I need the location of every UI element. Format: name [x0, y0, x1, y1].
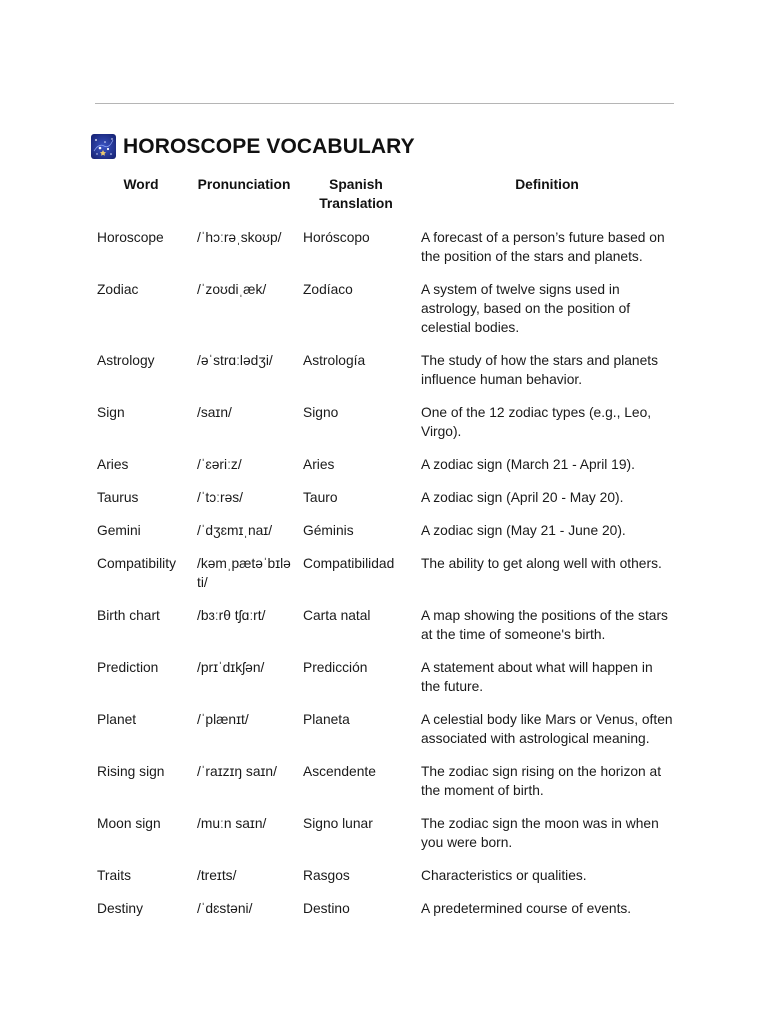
cell-spanish: Géminis	[303, 523, 354, 538]
cell-pronunciation: /ˈzoʊdiˌæk/	[197, 282, 267, 297]
cell-pronunciation: /kəmˌpætəˈbɪləti/	[197, 556, 291, 590]
cell-word: Taurus	[97, 490, 139, 505]
cell-word: Compatibility	[97, 556, 176, 571]
cell-word: Birth chart	[97, 608, 160, 623]
cell-pronunciation: /saɪn/	[197, 405, 232, 420]
cell-definition: The ability to get along well with others.	[421, 556, 662, 571]
cell-pronunciation: /ˈɛəriːz/	[197, 457, 242, 472]
table-header-row	[91, 171, 679, 224]
cell-definition: Characteristics or qualities.	[421, 868, 587, 883]
header-word: Word	[123, 177, 159, 192]
table-row	[91, 758, 679, 810]
cell-word: Sign	[97, 405, 125, 420]
cell-spanish: Carta natal	[303, 608, 371, 623]
cell-word: Rising sign	[97, 764, 165, 779]
cell-definition: A zodiac sign (May 21 - June 20).	[421, 523, 626, 538]
cell-word: Horoscope	[97, 230, 164, 245]
vocabulary-table	[91, 171, 679, 928]
cell-word: Aries	[97, 457, 129, 472]
cell-definition: A forecast of a person’s future based on the position of the stars and planets.	[421, 230, 665, 264]
header-pronunciation: Pronunciation	[197, 177, 291, 192]
cell-word: Planet	[97, 712, 137, 727]
cell-spanish: Rasgos	[303, 868, 350, 883]
cell-pronunciation: /ˈraɪzɪŋ saɪn/	[197, 764, 277, 779]
cell-spanish: Zodíaco	[303, 282, 353, 297]
cell-spanish: Compatibilidad	[303, 556, 395, 571]
cell-pronunciation: /ˈdɛstəni/	[197, 901, 253, 916]
cell-definition: A celestial body like Mars or Venus, often associated with astrological meaning.	[421, 712, 673, 746]
cell-definition: A zodiac sign (April 20 - May 20).	[421, 490, 624, 505]
table-row	[91, 550, 679, 602]
table-row	[91, 451, 679, 484]
cell-definition: The zodiac sign rising on the horizon at the moment of birth.	[421, 764, 662, 798]
table-row	[91, 862, 679, 895]
table-row	[91, 517, 679, 550]
cell-definition: The zodiac sign the moon was in when you were born.	[421, 816, 659, 850]
table-row	[91, 602, 679, 654]
cell-definition: A map showing the positions of the stars at the time of someone's birth.	[421, 608, 668, 642]
cell-spanish: Ascendente	[303, 764, 376, 779]
table-row	[91, 895, 679, 928]
cell-spanish: Aries	[303, 457, 335, 472]
cell-spanish: Destino	[303, 901, 350, 916]
cell-definition: A predetermined course of events.	[421, 901, 632, 916]
cell-spanish: Tauro	[303, 490, 338, 505]
table-row	[91, 706, 679, 758]
cell-pronunciation: /ˈhɔːrəˌskoʊp/	[197, 230, 282, 245]
table-row	[91, 484, 679, 517]
cell-spanish: Planeta	[303, 712, 350, 727]
cell-pronunciation: /əˈstrɑːlədʒi/	[197, 353, 273, 368]
header-spanish-translation: Spanish Translation	[319, 177, 393, 211]
cell-word: Gemini	[97, 523, 141, 538]
cell-spanish: Signo	[303, 405, 339, 420]
cell-pronunciation: /treɪts/	[197, 868, 237, 883]
cell-definition: A statement about what will happen in the future.	[421, 660, 653, 694]
cell-pronunciation: /prɪˈdɪkʃən/	[197, 660, 265, 675]
table-row	[91, 276, 679, 347]
cell-definition: A zodiac sign (March 21 - April 19).	[421, 457, 635, 472]
cell-definition: A system of twelve signs used in astrology, based on the position of celestial bodies.	[421, 282, 631, 335]
cell-word: Zodiac	[97, 282, 139, 297]
table-row	[91, 810, 679, 862]
cell-spanish: Predicción	[303, 660, 368, 675]
table-row	[91, 654, 679, 706]
table-row	[91, 224, 679, 276]
page-heading	[91, 134, 415, 159]
cell-pronunciation: /ˈdʒɛmɪˌnaɪ/	[197, 523, 273, 538]
cell-word: Traits	[97, 868, 131, 883]
cell-definition: One of the 12 zodiac types (e.g., Leo, Virgo).	[421, 405, 652, 439]
cell-spanish: Signo lunar	[303, 816, 373, 831]
cell-word: Astrology	[97, 353, 155, 368]
table-row	[91, 347, 679, 399]
cell-word: Destiny	[97, 901, 144, 916]
table-row	[91, 399, 679, 451]
cell-pronunciation: /ˈplænɪt/	[197, 712, 249, 727]
cell-definition: The study of how the stars and planets influence human behavior.	[421, 353, 658, 387]
cell-word: Prediction	[97, 660, 159, 675]
top-divider	[95, 103, 674, 104]
zodiac-stars-icon	[91, 134, 116, 159]
cell-pronunciation: /bɜːrθ tʃɑːrt/	[197, 608, 266, 623]
header-definition: Definition	[515, 177, 579, 192]
cell-word: Moon sign	[97, 816, 161, 831]
cell-spanish: Horóscopo	[303, 230, 370, 245]
cell-spanish: Astrología	[303, 353, 366, 368]
cell-pronunciation: /ˈtɔːrəs/	[197, 490, 243, 505]
page-title: HOROSCOPE VOCABULARY	[123, 134, 415, 158]
cell-pronunciation: /muːn saɪn/	[197, 816, 267, 831]
